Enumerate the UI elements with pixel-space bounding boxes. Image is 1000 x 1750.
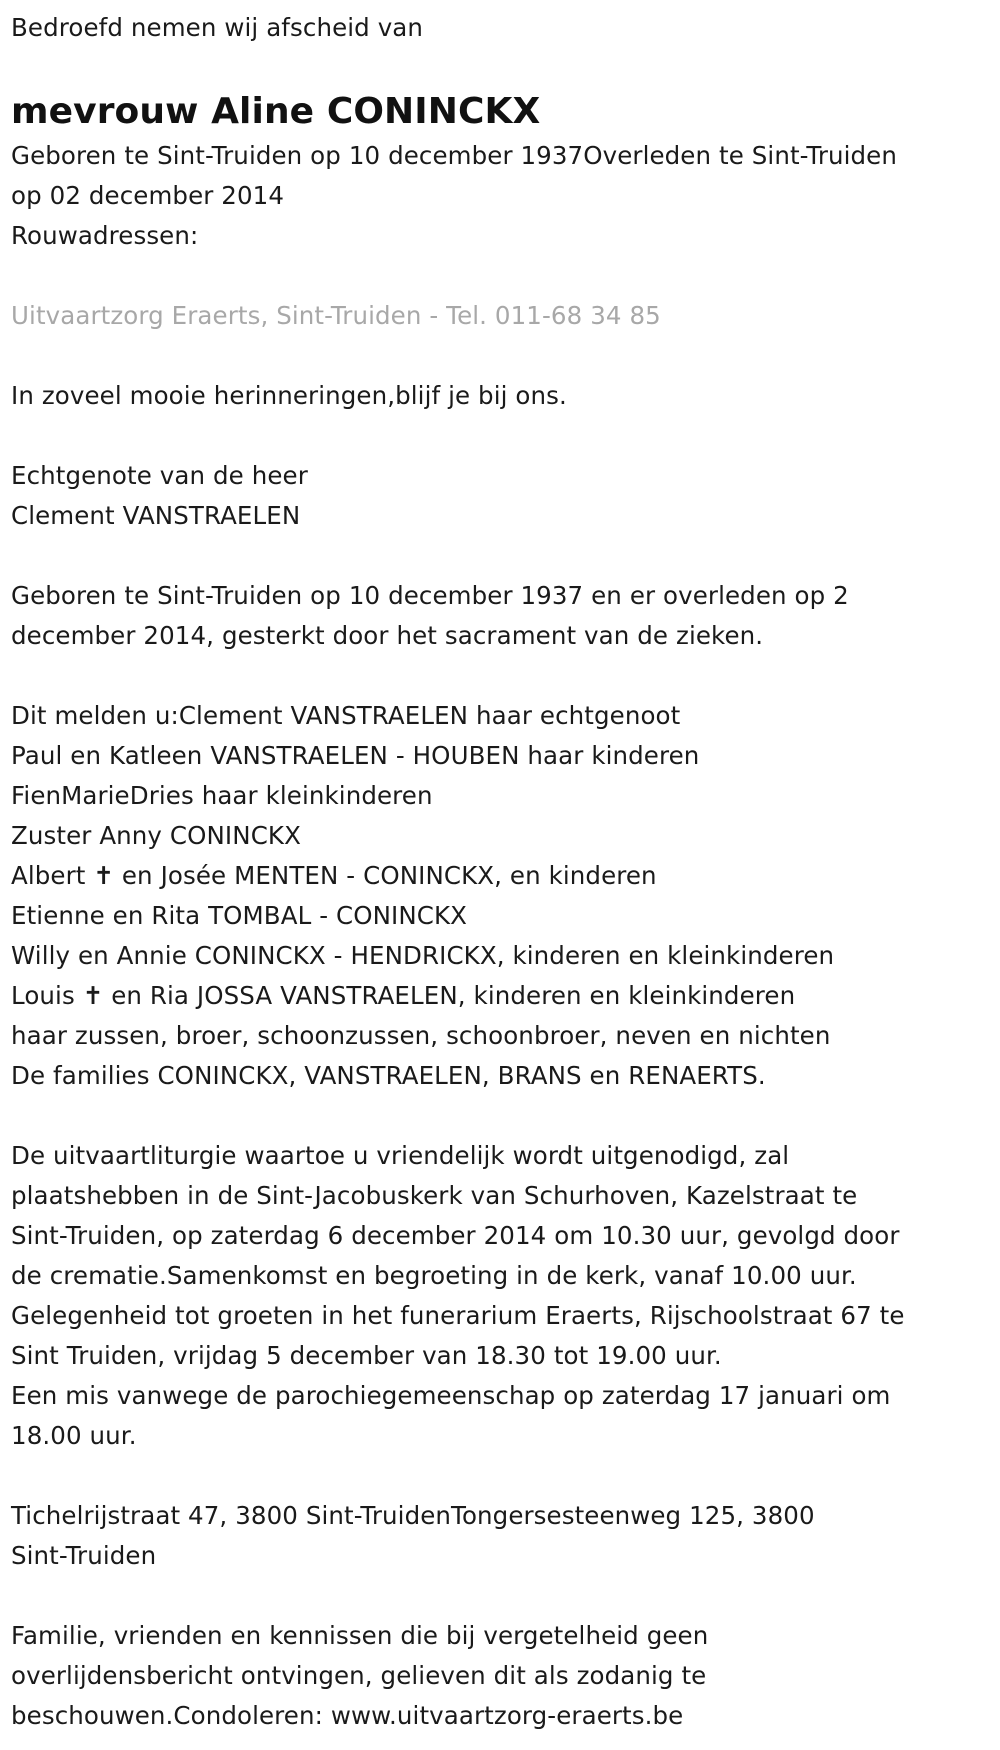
spacer (11, 536, 989, 576)
paragraph-line: Familie, vrienden en kennissen die bij vergetelheid geen (11, 1621, 709, 1650)
family-line: Zuster Anny CONINCKX (11, 821, 301, 850)
family-line: De families CONINCKX, VANSTRAELEN, BRANS en RENAERTS. (11, 1061, 766, 1090)
paragraph-line: beschouwen.Condoleren: www.uitvaartzorg-eraerts.be (11, 1701, 684, 1730)
family-line: Willy en Annie CONINCKX - HENDRICKX, kinderen en kleinkinderen (11, 941, 835, 970)
born-died-block (11, 136, 989, 216)
paragraph-line: Sint-Truiden, op zaterdag 6 december 2014 om 10.30 uur, gevolgd door (11, 1221, 900, 1250)
closing-paragraph (11, 1616, 989, 1736)
paragraph-line: Sint Truiden, vrijdag 5 december van 18.30 tot 19.00 uur. (11, 1341, 722, 1370)
deceased-name: mevrouw Aline CONINCKX (11, 91, 541, 132)
spacer (11, 656, 989, 696)
paragraph-line: Geboren te Sint-Truiden op 10 december 1937 en er overleden op 2 (11, 581, 849, 610)
paragraph-line: overlijdensbericht ontvingen, gelieven dit als zodanig te (11, 1661, 707, 1690)
family-line: Albert ✝ en Josée MENTEN - CONINCKX, en kinderen (11, 861, 657, 890)
spacer (11, 416, 989, 456)
paragraph-line: Gelegenheid tot groeten in het funerarium Eraerts, Rijschoolstraat 67 te (11, 1301, 905, 1330)
address-line: Tichelrijstraat 47, 3800 Sint-TruidenTongersesteenweg 125, 3800 (11, 1501, 815, 1530)
memorial-quote: In zoveel mooie herinneringen,blijf je bij ons. (11, 381, 567, 410)
born-died-line: op 02 december 2014 (11, 181, 285, 210)
family-line: Paul en Katleen VANSTRAELEN - HOUBEN haar kinderen (11, 741, 700, 770)
paragraph-line: plaatshebben in de Sint-Jacobuskerk van Schurhoven, Kazelstraat te (11, 1181, 858, 1210)
paragraph-line: De uitvaartliturgie waartoe u vriendelijk wordt uitgenodigd, zal (11, 1141, 790, 1170)
birth-death-paragraph (11, 576, 989, 656)
ceremony-paragraph (11, 1136, 989, 1456)
paragraph-line: 18.00 uur. (11, 1421, 137, 1450)
family-line: FienMarieDries haar kleinkinderen (11, 781, 433, 810)
rouwadressen-label: Rouwadressen: (11, 221, 199, 250)
spacer (11, 336, 989, 376)
born-died-line: Geboren te Sint-Truiden op 10 december 1937Overleden te Sint-Truiden (11, 141, 897, 170)
spouse-line: Echtgenote van de heer (11, 461, 308, 490)
funeral-home-contact: Uitvaartzorg Eraerts, Sint-Truiden - Tel. 011-68 34 85 (11, 301, 661, 330)
paragraph-line: Een mis vanwege de parochiegemeenschap op zaterdag 17 januari om (11, 1381, 891, 1410)
spacer (11, 1096, 989, 1136)
spouse-block (11, 456, 989, 536)
paragraph-line: december 2014, gesterkt door het sacrament van de zieken. (11, 621, 764, 650)
spouse-line: Clement VANSTRAELEN (11, 501, 301, 530)
spacer (11, 1456, 989, 1496)
family-line: Dit melden u:Clement VANSTRAELEN haar echtgenoot (11, 701, 681, 730)
address-line: Sint-Truiden (11, 1541, 157, 1570)
spacer (11, 256, 989, 296)
family-line: haar zussen, broer, schoonzussen, schoonbroer, neven en nichten (11, 1021, 831, 1050)
paragraph-line: de crematie.Samenkomst en begroeting in de kerk, vanaf 10.00 uur. (11, 1261, 857, 1290)
family-line: Louis ✝ en Ria JOSSA VANSTRAELEN, kinderen en kleinkinderen (11, 981, 796, 1010)
addresses-block (11, 1496, 989, 1576)
family-line: Etienne en Rita TOMBAL - CONINCKX (11, 901, 468, 930)
family-list (11, 696, 989, 1096)
spacer (11, 1576, 989, 1616)
intro-text: Bedroefd nemen wij afscheid van (11, 13, 424, 42)
